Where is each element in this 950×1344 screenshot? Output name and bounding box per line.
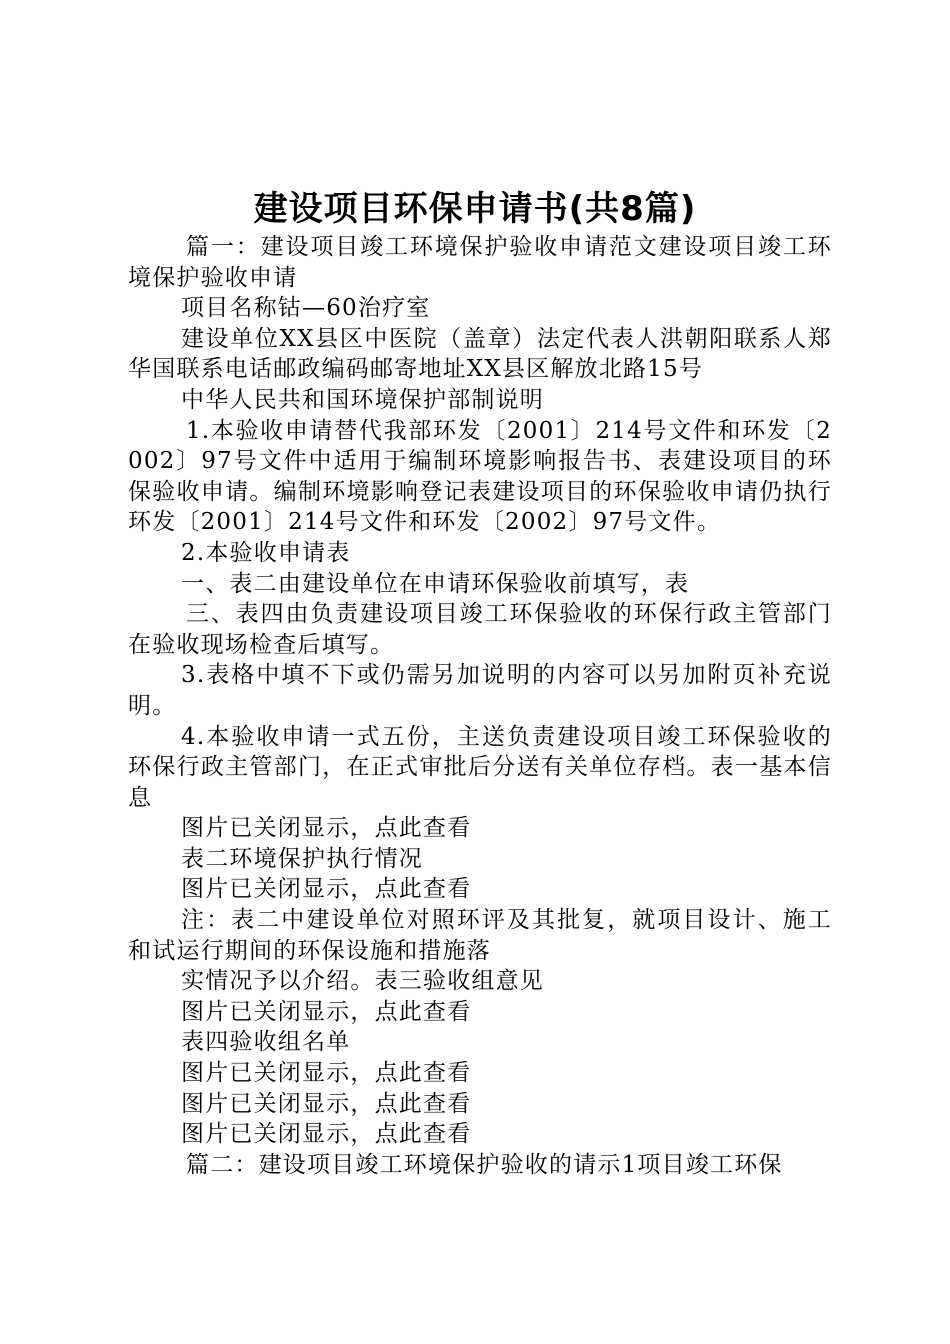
paragraph-note-2-a: 一、表二由建设单位在申请环保验收前填写，表 — [181, 570, 690, 597]
document-title: 建设项目环保申请书(共8篇) — [253, 189, 697, 229]
paragraph-table-two-heading: 表二环境保护执行情况 — [181, 845, 423, 872]
paragraph-project-name: 项目名称钴—60治疗室 — [181, 295, 431, 322]
paragraph-table-two-note: 注：表二中建设单位对照环评及其批复，就项目设计、施工和试运行期间的环保设施和措施落 — [128, 907, 832, 964]
paragraph-chapter-one-heading: 篇一：建设项目竣工环境保护验收申请范文建设项目竣工环境保护验收申请 — [128, 234, 832, 291]
image-hidden-link[interactable]: 图片已关闭显示，点此查看 — [181, 1090, 472, 1117]
paragraph-note-2: 2.本验收申请表 — [181, 539, 351, 566]
paragraph-note-3: 3.表格中填不下或仍需另加说明的内容可以另加附页补充说明。 — [128, 662, 832, 719]
image-hidden-link[interactable]: 图片已关闭显示，点此查看 — [181, 1060, 472, 1087]
paragraph-note-2-b: 三、表四由负责建设项目竣工环保验收的环保行政主管部门在验收现场检查后填写。 — [128, 601, 832, 658]
image-hidden-link[interactable]: 图片已关闭显示，点此查看 — [181, 815, 472, 842]
paragraph-construction-unit: 建设单位XX县区中医院（盖章）法定代表人洪朝阳联系人郑华国联系电话邮政编码邮寄地址XX县区解放北路15号 — [128, 325, 832, 383]
paragraph-chapter-two-heading: 篇二：建设项目竣工环境保护验收的请示1项目竣工环保 — [186, 1151, 783, 1178]
paragraph-note-4: 4.本验收申请一式五份，主送负责建设项目竣工环保验收的环保行政主管部门，在正式审批后分送有关单位存档。表一基本信息 — [128, 723, 832, 811]
paragraph-table-three-heading: 实情况予以介绍。表三验收组意见 — [181, 968, 544, 995]
paragraph-note-1: 1.本验收申请替代我部环发〔2001〕214号文件和环发〔2002〕97号文件中适用于编制环境影响报告书、表建设项目的环保验收申请。编制环境影响登记表建设项目的环保验收申请仍执行环发〔2001〕214号文件和环发〔2002〕97号文件。 — [128, 417, 832, 536]
paragraph-table-four-heading: 表四验收组名单 — [181, 1029, 351, 1056]
image-hidden-link[interactable]: 图片已关闭显示，点此查看 — [181, 998, 472, 1025]
image-hidden-link[interactable]: 图片已关闭显示，点此查看 — [181, 876, 472, 903]
document-body — [128, 232, 832, 1180]
image-hidden-link[interactable]: 图片已关闭显示，点此查看 — [181, 1121, 472, 1148]
paragraph-ministry-notes: 中华人民共和国环境保护部制说明 — [181, 386, 544, 413]
